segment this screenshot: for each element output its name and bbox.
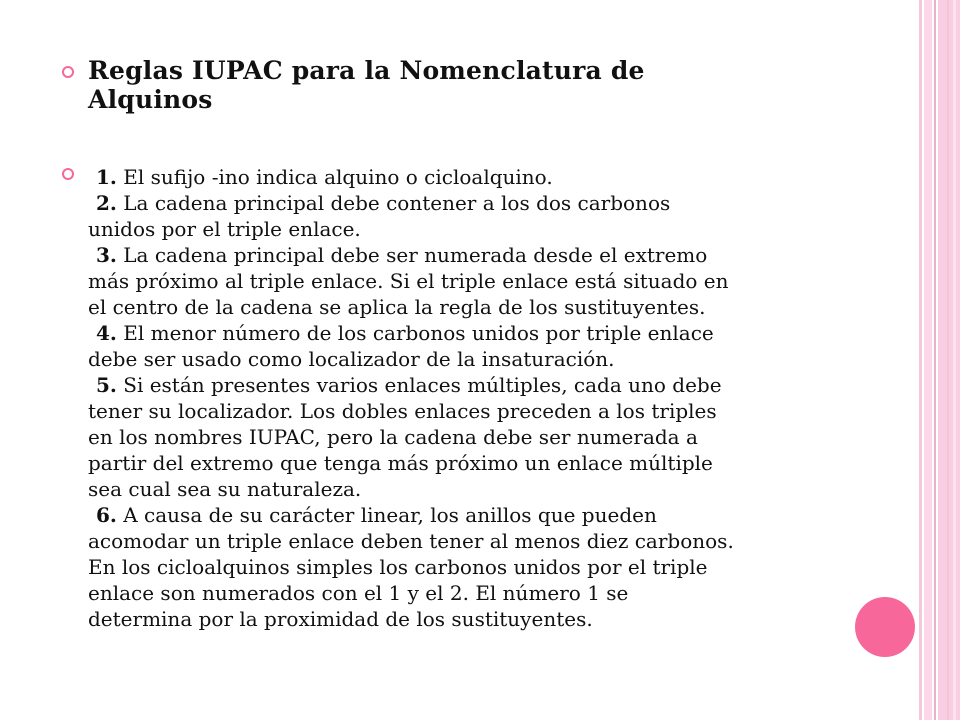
slide-title bbox=[88, 56, 868, 114]
decorative-stripe bbox=[934, 0, 936, 720]
rule-number: 4. bbox=[96, 321, 117, 345]
bullet-icon bbox=[62, 66, 74, 78]
rule-text: sea cual sea su naturaleza. bbox=[88, 477, 362, 501]
rule-text: partir del extremo que tenga más próximo un enlace múltiple bbox=[88, 451, 713, 475]
rule-text: En los cicloalquinos simples los carbonos unidos por el triple bbox=[88, 555, 708, 579]
rule-text: más próximo al triple enlace. Si el triple enlace está situado en bbox=[88, 269, 729, 293]
rule-text: el centro de la cadena se aplica la regla de los sustituyentes. bbox=[88, 295, 706, 319]
rule-number: 5. bbox=[96, 373, 117, 397]
title-line: Reglas IUPAC para la Nomenclatura de bbox=[88, 56, 645, 85]
rule-line bbox=[88, 502, 878, 528]
decorative-stripe bbox=[947, 0, 949, 720]
rule-text: tener su localizador. Los dobles enlaces preceden a los triples bbox=[88, 399, 717, 423]
rule-text: Si están presentes varios enlaces múltiples, cada uno debe bbox=[123, 373, 722, 397]
decorative-stripe bbox=[953, 0, 956, 720]
rule-text: acomodar un triple enlace deben tener al menos diez carbonos. bbox=[88, 529, 734, 553]
rule-text: La cadena principal debe contener a los dos carbonos bbox=[123, 191, 671, 215]
rule-line bbox=[88, 164, 878, 190]
rule-line bbox=[88, 242, 878, 268]
rule-text: enlace son numerados con el 1 y el 2. El número 1 se bbox=[88, 581, 629, 605]
rules-list bbox=[88, 164, 878, 632]
rule-number: 3. bbox=[96, 243, 117, 267]
rule-number: 1. bbox=[96, 165, 117, 189]
rule-number: 6. bbox=[96, 503, 117, 527]
rule-text: La cadena principal debe ser numerada desde el extremo bbox=[123, 243, 708, 267]
rule-text: El menor número de los carbonos unidos por triple enlace bbox=[123, 321, 714, 345]
rule-line bbox=[88, 190, 878, 216]
rule-text: en los nombres IUPAC, pero la cadena debe ser numerada a bbox=[88, 425, 698, 449]
rule-number: 2. bbox=[96, 191, 117, 215]
title-line: Alquinos bbox=[88, 85, 213, 114]
decorative-stripe bbox=[919, 0, 922, 720]
decorative-stripe bbox=[924, 0, 932, 720]
rule-line bbox=[88, 320, 878, 346]
rule-text: El sufijo -ino indica alquino o cicloalquino. bbox=[123, 165, 553, 189]
rule-text: debe ser usado como localizador de la insaturación. bbox=[88, 347, 615, 371]
rule-text: unidos por el triple enlace. bbox=[88, 217, 361, 241]
rule-text: A causa de su carácter linear, los anillos que pueden bbox=[123, 503, 657, 527]
bullet-icon bbox=[62, 168, 74, 180]
decorative-stripe bbox=[938, 0, 960, 720]
rule-line bbox=[88, 372, 878, 398]
rule-text: determina por la proximidad de los sustituyentes. bbox=[88, 607, 593, 631]
